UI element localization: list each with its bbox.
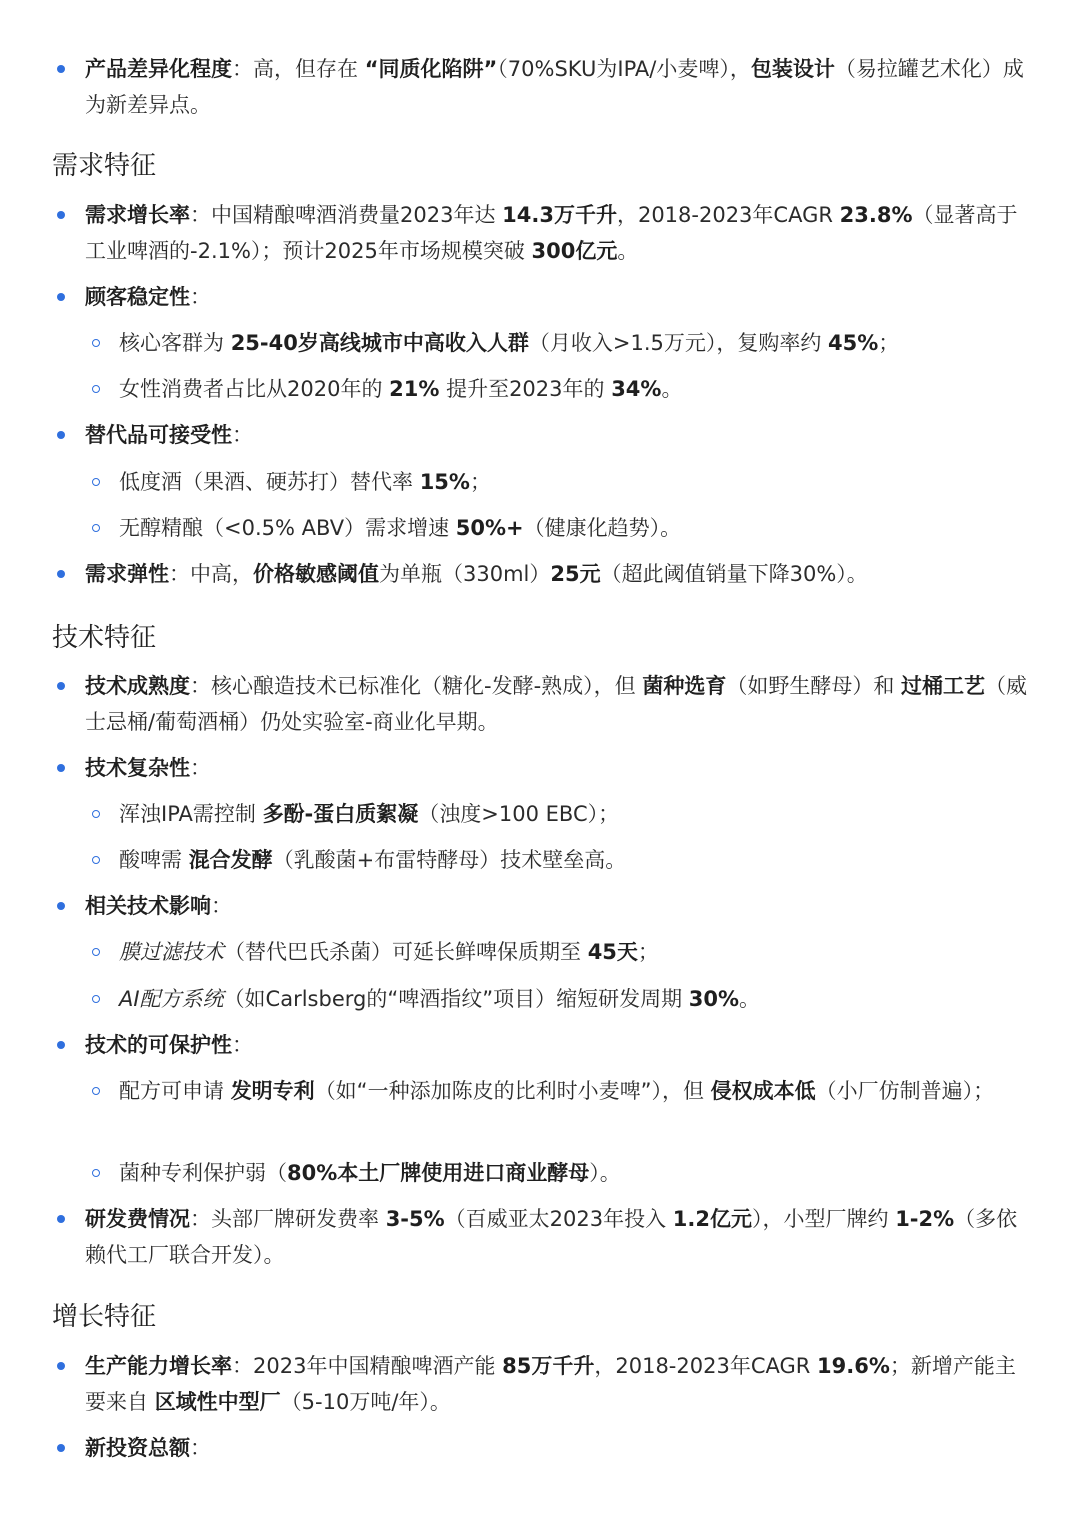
sub-item-hazy-ipa [119,796,1019,832]
text: ； [469,470,491,494]
list-item-demand-elasticity [85,556,1035,592]
list-item-rnd-expense [85,1201,1035,1273]
text-bold: 30% [688,987,740,1011]
item-label: 产品差异化程度 [85,57,232,81]
text: （月收入>1.5万元），复购率约 [528,331,829,355]
item-label: 需求弹性 [85,562,169,586]
bullet-icon [57,1215,65,1223]
item-label: 技术复杂性 [85,756,190,780]
text-bold: 25-40岁高线城市中高收入人群 [230,331,529,355]
text: （超此阈值销量下降30%）。 [600,562,868,586]
list-item-product-differentiation [85,51,1035,123]
sub-item-core-customers [119,325,1019,361]
text: （显著高于工业啤酒的-2.1%）；预计2025年市场规模突破 [85,203,1018,263]
text: ：2023年中国精酿啤酒产能 [232,1354,503,1378]
list-item-tech-protection [85,1027,1035,1063]
text: 浑浊IPA需控制 [119,802,263,826]
item-label: 生产能力增长率 [85,1354,232,1378]
text: ： [232,423,253,447]
bullet-icon [57,1444,65,1452]
text-bold: 1-2% [895,1207,955,1231]
bullet-icon [57,764,65,772]
text: ： [211,894,232,918]
hollow-bullet-icon [92,524,100,532]
hollow-bullet-icon [92,478,100,486]
item-label: 新投资总额 [85,1436,190,1460]
list-item-new-investment [85,1430,1035,1466]
text: ：头部厂牌研发费率 [190,1207,386,1231]
hollow-bullet-icon [92,995,100,1003]
text-bold: 混合发酵 [188,848,273,872]
text-bold: 34% [611,377,662,401]
text: （替代巴氏杀菌）可延长鲜啤保质期至 [224,940,588,964]
item-label: 需求增长率 [85,203,190,227]
text: 。 [617,239,639,263]
text-bold: 23.8% [839,203,913,227]
text: （如Carlsberg的“啤酒指纹”项目）缩短研发周期 [223,987,689,1011]
text: 为单瓶（330ml） [379,562,551,586]
text: （5-10万吨/年）。 [280,1390,451,1414]
text-italic: AI配方系统 [119,987,224,1011]
text-bold: 14.3万千升 [502,203,617,227]
hollow-bullet-icon [92,1087,100,1095]
hollow-bullet-icon [92,339,100,347]
text-bold: 15% [419,470,470,494]
text: 无醇精酿（<0.5% ABV）需求增速 [119,516,456,540]
text-bold: 发明专利 [230,1079,315,1103]
list-item-customer-stability [85,279,1035,315]
text: ：核心酿造技术已标准化（糖化-发酵-熟成），但 [190,674,643,698]
text-bold: 21% [389,377,440,401]
item-label: 顾客稳定性 [85,285,190,309]
item-label: 技术成熟度 [85,674,190,698]
text: 核心客群为 [119,331,231,355]
text-bold: 300亿元 [531,239,618,263]
bullet-icon [57,1362,65,1370]
bullet-icon [57,65,65,73]
bullet-icon [57,431,65,439]
text-bold: 19.6% [817,1354,890,1378]
text-bold: 菌种选育 [642,674,727,698]
sub-item-membrane-filtration [119,934,1019,970]
text: 提升至2023年的 [439,377,612,401]
section-title-technology: 技术特征 [52,623,157,653]
text: 配方可申请 [119,1079,231,1103]
bullet-icon [57,570,65,578]
text-bold: 1.2亿元 [672,1207,752,1231]
bullet-icon [57,1041,65,1049]
hollow-bullet-icon [92,1169,100,1177]
text-bold: 50%+ [455,516,524,540]
text: 。 [739,987,761,1011]
text: （浊度>100 EBC）； [418,802,620,826]
hollow-bullet-icon [92,948,100,956]
list-item-tech-maturity [85,668,1035,740]
text-bold: 45天 [587,940,638,964]
text: ：中国精酿啤酒消费量2023年达 [190,203,503,227]
bullet-icon [57,682,65,690]
text: ； [637,940,659,964]
text: ；新增产能主要来自 [85,1354,1016,1414]
text: 低度酒（果酒、硬苏打）替代率 [119,470,420,494]
text-bold: 25元 [550,562,601,586]
text-bold: 85万千升 [502,1354,595,1378]
text: 酸啤需 [119,848,189,872]
text: ，2018-2023年CAGR [594,1354,818,1378]
text-bold: 过桶工艺 [901,674,986,698]
sub-item-non-alcoholic [119,510,1019,546]
text: ）。 [589,1161,621,1185]
hollow-bullet-icon [92,856,100,864]
item-label: 研发费情况 [85,1207,190,1231]
sub-item-low-alcohol [119,464,1019,500]
text-bold: 3-5% [385,1207,445,1231]
text: （70%SKU为IPA/小麦啤）， [497,57,751,81]
text-bold: 包装设计 [750,57,835,81]
text: ：中高， [169,562,253,586]
hollow-bullet-icon [92,810,100,818]
text-italic: 膜过滤技术 [119,940,224,964]
sub-item-sour-beer [119,842,1019,878]
bullet-icon [57,211,65,219]
item-label: 技术的可保护性 [85,1033,232,1057]
text-bold: 80%本土厂牌使用进口商业酵母 [287,1161,590,1185]
text: （乳酸菌+布雷特酵母）技术壁垒高。 [272,848,627,872]
hollow-bullet-icon [92,385,100,393]
text: ），小型厂牌约 [752,1207,896,1231]
list-item-related-tech [85,888,1035,924]
text-bold: “同质化陷阱” [364,57,498,81]
text: （百威亚太2023年投入 [444,1207,673,1231]
text: ； [878,331,900,355]
sub-item-ai-recipe [119,981,1019,1017]
text: 。 [661,377,683,401]
bullet-icon [57,293,65,301]
text: ： [232,1033,253,1057]
sub-item-strain-patent [119,1155,1019,1191]
text-bold: 多酚-蛋白质絮凝 [262,802,419,826]
sub-item-female-consumers [119,371,1019,407]
item-label: 相关技术影响 [85,894,211,918]
text: （威士忌桶/葡萄酒桶）仍处实验室-商业化早期。 [85,674,1028,734]
text: （小厂仿制普遍）； [815,1079,995,1103]
text: （易拉罐艺术化）成为新差异点。 [85,57,1024,117]
text: ： [190,756,211,780]
list-item-capacity-growth [85,1348,1035,1420]
list-item-substitute-acceptance [85,417,1035,453]
sub-item-recipe-patent [119,1073,1019,1109]
text: 女性消费者占比从2020年的 [119,377,390,401]
item-label: 替代品可接受性 [85,423,232,447]
text: ，2018-2023年CAGR [616,203,840,227]
bullet-icon [57,902,65,910]
text: ：高，但存在 [232,57,365,81]
text: 菌种专利保护弱（ [119,1161,287,1185]
text: （如野生酵母）和 [726,674,902,698]
text-bold: 45% [828,331,879,355]
list-item-tech-complexity [85,750,1035,786]
text-bold: 价格敏感阈值 [253,562,379,586]
text: （健康化趋势）。 [523,516,682,540]
text: （多依赖代工厂联合开发）。 [85,1207,1018,1267]
list-item-demand-growth [85,197,1035,269]
text-bold: 区域性中型厂 [154,1390,281,1414]
text: ： [190,285,211,309]
text: （如“一种添加陈皮的比利时小麦啤”），但 [314,1079,711,1103]
text: ： [190,1436,211,1460]
text-bold: 侵权成本低 [710,1079,816,1103]
section-title-growth: 增长特征 [52,1302,157,1332]
section-title-demand: 需求特征 [52,151,157,181]
